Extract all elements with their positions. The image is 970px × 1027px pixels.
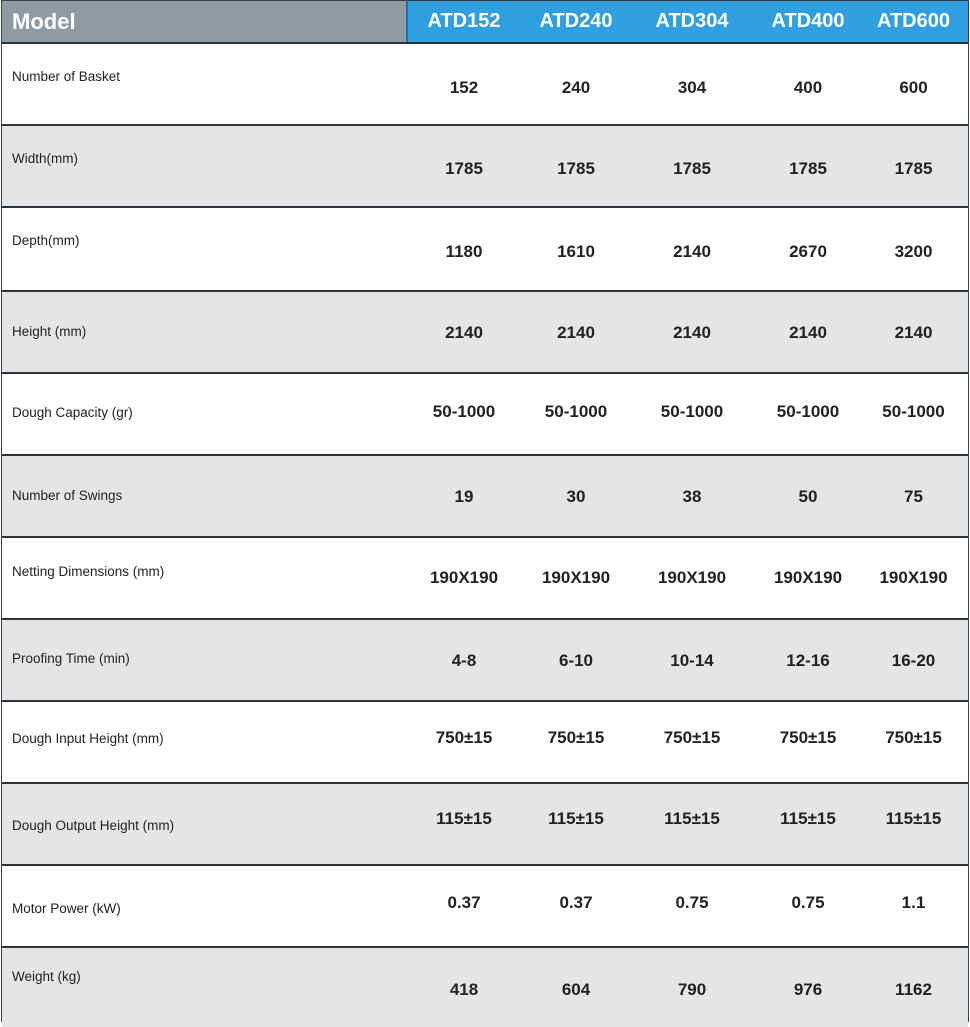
value-cell xyxy=(520,948,632,1027)
value-text: 1162 xyxy=(895,980,932,999)
value-cell xyxy=(752,620,864,700)
value-cell xyxy=(408,44,520,124)
value-text: 1785 xyxy=(673,159,711,178)
value-text: 0.37 xyxy=(447,893,481,912)
value-text: 50-1000 xyxy=(882,402,945,421)
value-cell xyxy=(632,866,752,946)
value-text: 115±15 xyxy=(664,809,720,828)
value-cell xyxy=(408,208,520,290)
value-text: 2140 xyxy=(445,323,483,342)
value-text: 115±15 xyxy=(436,809,492,828)
value-cell xyxy=(632,784,752,864)
value-cell xyxy=(864,948,963,1027)
model-header-atd400: ATD400 xyxy=(771,10,845,32)
value-text: 0.75 xyxy=(675,893,709,912)
table-row xyxy=(2,44,968,126)
value-cell xyxy=(864,292,963,372)
value-cell xyxy=(864,702,963,782)
value-text: 30 xyxy=(566,487,586,506)
value-cell xyxy=(408,538,520,618)
value-cell xyxy=(752,456,864,536)
row-label xyxy=(2,208,408,290)
value-text: 1785 xyxy=(789,159,827,178)
row-label-text: Dough Output Height (mm) xyxy=(12,818,175,833)
value-text: 6-10 xyxy=(558,651,594,670)
value-cell xyxy=(408,126,520,206)
value-cell xyxy=(408,866,520,946)
row-label xyxy=(2,702,408,782)
spec-table xyxy=(1,0,969,1022)
value-cell xyxy=(520,126,632,206)
value-text: 3200 xyxy=(894,242,933,261)
value-cell xyxy=(864,374,963,454)
model-header-label: Model xyxy=(2,1,408,42)
row-values xyxy=(408,456,968,536)
row-label-text: Height (mm) xyxy=(12,324,87,339)
value-cell xyxy=(632,538,752,618)
value-cell xyxy=(752,948,864,1027)
value-text: 12-16 xyxy=(786,651,830,670)
model-header-atd600: ATD600 xyxy=(877,10,950,32)
value-text: 1610 xyxy=(557,242,595,261)
value-cell xyxy=(632,44,752,124)
value-text: 240 xyxy=(561,78,591,97)
value-cell xyxy=(752,866,864,946)
value-cell xyxy=(752,208,864,290)
value-text: 75 xyxy=(904,487,923,506)
row-label xyxy=(2,126,408,206)
value-cell xyxy=(752,292,864,372)
row-label-text: Dough Input Height (mm) xyxy=(12,731,164,746)
value-text: 0.75 xyxy=(791,893,825,912)
value-text: 19 xyxy=(454,487,474,506)
value-cell xyxy=(864,784,963,864)
table-row xyxy=(2,702,968,784)
row-values xyxy=(408,866,968,946)
value-cell xyxy=(632,456,752,536)
value-cell xyxy=(520,44,632,124)
value-cell xyxy=(520,702,632,782)
row-label-text: Dough Capacity (gr) xyxy=(12,405,133,420)
value-text: 750±15 xyxy=(779,728,837,747)
value-cell xyxy=(520,538,632,618)
model-header-atd152: ATD152 xyxy=(427,10,501,32)
value-text: 1785 xyxy=(445,159,483,178)
row-label-text: Number of Swings xyxy=(12,488,123,503)
table-row xyxy=(2,866,968,948)
row-label-text: Depth(mm) xyxy=(12,233,80,248)
value-cell xyxy=(864,126,963,206)
value-cell xyxy=(632,702,752,782)
value-cell xyxy=(408,948,520,1027)
row-label xyxy=(2,620,408,700)
value-text: 16-20 xyxy=(891,651,936,670)
value-cell xyxy=(408,702,520,782)
value-cell xyxy=(864,620,963,700)
value-cell xyxy=(752,44,864,124)
value-text: 750±15 xyxy=(435,728,493,747)
value-cell xyxy=(752,538,864,618)
row-label-text: Width(mm) xyxy=(12,151,78,166)
model-columns xyxy=(408,1,968,42)
value-cell xyxy=(864,538,963,618)
row-label-text: Netting Dimensions (mm) xyxy=(12,564,165,579)
value-cell xyxy=(864,44,963,124)
value-text: 190X190 xyxy=(879,568,948,587)
value-text: 50-1000 xyxy=(544,402,608,421)
value-text: 10-14 xyxy=(670,651,714,670)
table-row xyxy=(2,292,968,374)
row-values xyxy=(408,702,968,782)
table-row xyxy=(2,456,968,538)
value-cell xyxy=(520,784,632,864)
table-row xyxy=(2,374,968,456)
value-text: 190X190 xyxy=(429,568,499,587)
row-values xyxy=(408,374,968,454)
row-values xyxy=(408,292,968,372)
value-text: 750±15 xyxy=(663,728,721,747)
value-text: 976 xyxy=(793,980,823,999)
value-cell xyxy=(632,374,752,454)
value-cell xyxy=(520,292,632,372)
value-cell xyxy=(408,374,520,454)
value-text: 1.1 xyxy=(901,893,926,912)
row-label-text: Number of Basket xyxy=(12,69,121,84)
value-text: 190X190 xyxy=(657,568,727,587)
table-row xyxy=(2,784,968,866)
value-text: 418 xyxy=(449,980,479,999)
value-text: 152 xyxy=(449,78,479,97)
row-label-text: Weight (kg) xyxy=(12,969,81,984)
value-text: 38 xyxy=(682,487,702,506)
value-cell xyxy=(408,620,520,700)
row-values xyxy=(408,784,968,864)
value-text: 1180 xyxy=(445,242,483,261)
value-cell xyxy=(632,126,752,206)
value-cell xyxy=(632,292,752,372)
value-cell xyxy=(864,208,963,290)
value-cell xyxy=(632,948,752,1027)
value-text: 304 xyxy=(677,78,707,97)
table-row xyxy=(2,126,968,208)
value-text: 115±15 xyxy=(548,809,604,828)
value-text: 50-1000 xyxy=(432,402,496,421)
value-cell xyxy=(632,208,752,290)
value-cell xyxy=(632,620,752,700)
table-row xyxy=(2,948,968,1027)
row-label xyxy=(2,784,408,864)
table-row xyxy=(2,620,968,702)
value-cell xyxy=(864,866,963,946)
value-text: 2140 xyxy=(789,323,827,342)
value-text: 2670 xyxy=(789,242,827,261)
model-header-atd240: ATD240 xyxy=(539,10,613,32)
value-text: 1785 xyxy=(894,159,933,178)
value-text: 4-8 xyxy=(451,651,477,670)
value-text: 190X190 xyxy=(773,568,843,587)
row-values xyxy=(408,538,968,618)
value-text: 604 xyxy=(561,980,591,999)
value-text: 190X190 xyxy=(541,568,611,587)
row-values xyxy=(408,126,968,206)
value-cell xyxy=(408,456,520,536)
value-cell xyxy=(864,456,963,536)
row-label-text: Proofing Time (min) xyxy=(12,651,130,666)
value-cell xyxy=(520,456,632,536)
table-header xyxy=(2,1,968,44)
model-header-atd304: ATD304 xyxy=(655,10,729,32)
row-label xyxy=(2,44,408,124)
value-cell xyxy=(408,292,520,372)
value-text: 115±15 xyxy=(780,809,836,828)
row-values xyxy=(408,620,968,700)
table-row xyxy=(2,538,968,620)
value-text: 115±15 xyxy=(885,809,942,828)
row-label-text: Motor Power (kW) xyxy=(12,901,121,916)
value-cell xyxy=(520,208,632,290)
table-row xyxy=(2,208,968,292)
value-text: 750±15 xyxy=(885,728,942,747)
value-text: 400 xyxy=(793,78,823,97)
value-text: 2140 xyxy=(894,323,933,342)
value-text: 2140 xyxy=(673,323,711,342)
row-label xyxy=(2,538,408,618)
row-label xyxy=(2,948,408,1027)
row-label xyxy=(2,456,408,536)
value-text: 0.37 xyxy=(559,893,593,912)
value-text: 2140 xyxy=(673,242,711,261)
row-values xyxy=(408,208,968,290)
value-cell xyxy=(520,374,632,454)
value-cell xyxy=(752,374,864,454)
row-values xyxy=(408,44,968,124)
value-cell xyxy=(752,702,864,782)
value-cell xyxy=(408,784,520,864)
row-label xyxy=(2,866,408,946)
value-text: 750±15 xyxy=(547,728,605,747)
value-text: 50 xyxy=(798,487,818,506)
value-text: 2140 xyxy=(557,323,595,342)
row-values xyxy=(408,948,968,1027)
value-cell xyxy=(752,126,864,206)
value-cell xyxy=(752,784,864,864)
value-text: 1785 xyxy=(557,159,595,178)
value-text: 50-1000 xyxy=(776,402,840,421)
value-cell xyxy=(520,866,632,946)
row-label xyxy=(2,374,408,454)
row-label xyxy=(2,292,408,372)
value-cell xyxy=(520,620,632,700)
value-text: 790 xyxy=(677,980,707,999)
value-text: 50-1000 xyxy=(660,402,724,421)
table-body xyxy=(2,44,968,1027)
value-text: 600 xyxy=(899,78,928,97)
